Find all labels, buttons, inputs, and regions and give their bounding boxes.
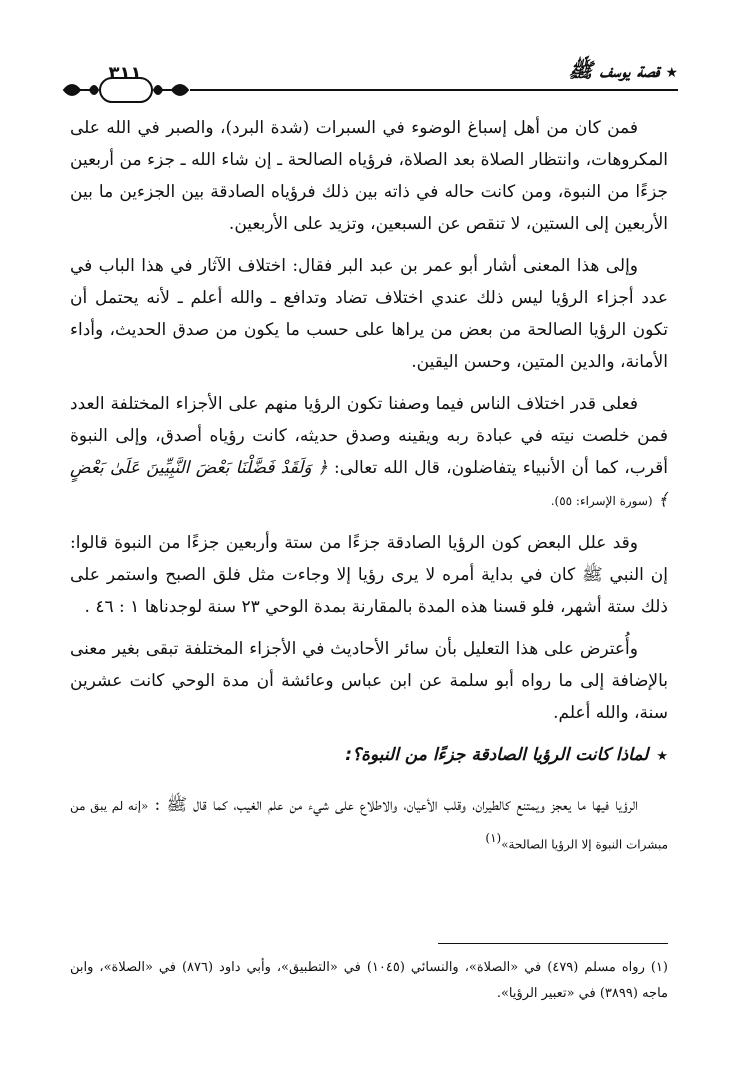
footnote-rule bbox=[438, 943, 668, 944]
paragraph-3-text: فعلى قدر اختلاف الناس فيما وصفنا تكون الرؤيا منهم على الأجزاء المختلفة العدد فمن خلصت نيته في عبادة ربه ويقينه وصدق حديثه، كانت رؤياه أصدق، وإلى النبوة أقرب، كما أن الأنبياء يتفاضلون، قال الله تعالى: bbox=[70, 394, 669, 478]
paragraph-3 bbox=[70, 388, 668, 517]
section-heading-text: لماذا كانت الرؤيا الصادقة جزءًا من النبوة؟: bbox=[345, 745, 649, 765]
section-heading bbox=[70, 739, 668, 773]
header-rule bbox=[190, 89, 678, 91]
footnote-marker: (١) bbox=[485, 831, 502, 845]
verse-reference: (سورة الإسراء: ٥٥). bbox=[550, 494, 653, 508]
page-header bbox=[60, 58, 678, 108]
footnotes bbox=[70, 955, 668, 1007]
star-icon: ★ bbox=[665, 65, 678, 81]
paragraph-6-text: الرؤيا فيها ما يعجز ويمتنع كالطيران، وقلب الأعيان، والاطلاع على شيء من علم الغيب، كما قال ﷺ : bbox=[154, 795, 638, 815]
paragraph-2: وإلى هذا المعنى أشار أبو عمر بن عبد البر فقال: اختلاف الآثار في هذا الباب في عدد أجزاء الرؤيا ليس ذلك عندي اختلاف تضاد وتدافع ـ والله أعلم ـ لأنه يحتمل أن تكون الرؤيا الصالحة من بعض من يراها على حسب ما يكون من صدق الحديث، وأداء الأمانة، والدين المتين، وحسن اليقين. bbox=[70, 256, 668, 372]
running-title bbox=[568, 58, 678, 87]
main-text bbox=[70, 112, 668, 871]
paragraph-6 bbox=[70, 789, 668, 861]
paragraph-5: وأُعترض على هذا التعليل بأن سائر الأحاديث في الأجزاء المختلفة تبقى بغير معنى بالإضافة إلى ما رواه أبو سلمة عن ابن عباس وعائشة أن مدة الوحي كانت عشرين سنة، والله أعلم. bbox=[70, 639, 668, 723]
footnote-1: (١) رواه مسلم (٤٧٩) في «الصلاة»، والنسائي (١٠٤٥) في «التطبيق»، وأبي داود (٨٧٦) في «الصلاة»، وابن ماجه (٣٨٩٩) في «تعبير الرؤيا». bbox=[70, 960, 668, 1001]
quran-verse: ﴿ وَلَقَدْ فَضَّلْنَا بَعْضَ النَّبِيِّينَ عَلَىٰ بَعْضٍ ﴾ bbox=[70, 458, 668, 510]
page-number: ٣١١ bbox=[108, 63, 142, 84]
star-icon: ★ bbox=[656, 749, 668, 764]
paragraph-1: فمن كان من أهل إسباغ الوضوء في السبرات (شدة البرد)، والصبر في الله على المكروهات، وانتظار الصلاة بعد الصلاة، فرؤياه الصالحة ـ إن شاء الله ـ جزء من أربعين جزءًا من النبوة، ومن كانت حاله في ذاته بين ذلك فرؤياه الصادقة بين الجزءين ما بين الأربعين إلى الستين، لا تنقص عن السبعين، وتزيد على الأربعين. bbox=[70, 118, 668, 234]
running-title-text: قصة يوسف ﷺ bbox=[568, 58, 660, 82]
hadith-quote: «إنه لم يبق من مبشرات النبوة إلا الرؤيا الصالحة» bbox=[70, 799, 668, 852]
paragraph-4: وقد علل البعض كون الرؤيا الصادقة جزءًا من ستة وأربعين جزءًا من النبوة قالوا: إن النبي ﷺ كان في بداية أمره لا يرى رؤيا إلا وجاءت مثل فلق الصبح واستمر على ذلك ستة أشهر، فلو قسنا هذه المدة بالمقارنة بمدة الوحي ٢٣ سنة لوجدناها ١ : ٤٦ . bbox=[70, 533, 668, 617]
